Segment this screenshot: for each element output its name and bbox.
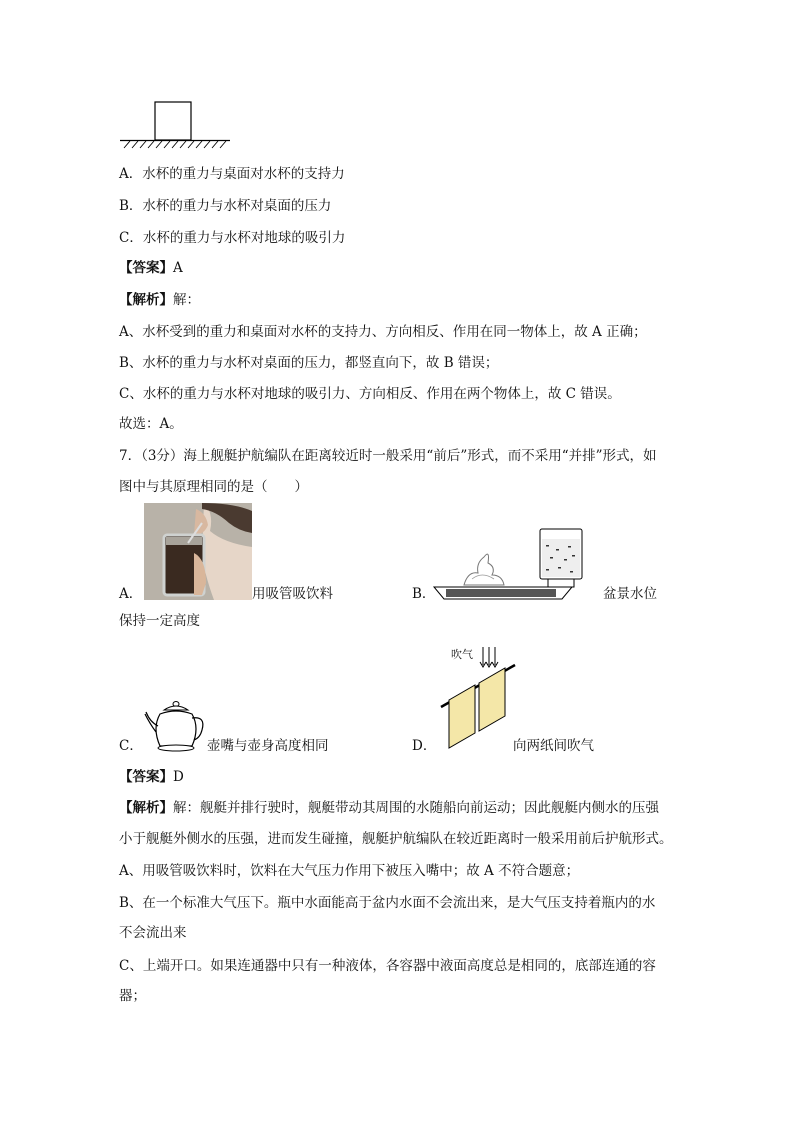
q7-analysis-line: 器； (119, 988, 146, 1004)
blow-label: 吹气 (451, 648, 473, 661)
q7-option-a-text: 用吸管吸饮料 (252, 586, 333, 602)
q7-option-c-text: 壶嘴与壶身高度相同 (207, 738, 329, 754)
q6-analysis-line: C、水杯的重力与水杯对地球的吸引力、方向相反、作用在两个物体上，故 C 错误。 (119, 386, 621, 402)
straw-drink-photo (144, 503, 252, 600)
q6-option-c: C．水杯的重力与水杯对地球的吸引力 (119, 230, 346, 246)
q6-answer (119, 258, 183, 278)
bonsai-bottle-figure (432, 527, 590, 605)
q7-stem-line1: 7．（3分）海上舰艇护航编队在距离较近时一般采用“前后”形式，而不采用“并排”形式，如 (119, 448, 657, 464)
q7-option-d-text: 向两纸间吹气 (513, 738, 594, 754)
q7-analysis-line: C、上端开口。如果连通器中只有一种液体，各容器中液面高度总是相同的，底部连通的容 (119, 958, 656, 974)
q7-analysis-line: A、用吸管吸饮料时，饮料在大气压力作用下被压入嘴中；故 A 不符合题意； (119, 863, 580, 879)
q7-analysis-line: 小于舰艇外侧水的压强，进而发生碰撞，舰艇护航编队在较近距离时一般采用前后护航形式。 (119, 831, 673, 847)
cup-on-table-figure (120, 100, 230, 150)
q6-analysis-line: B、水杯的重力与水杯对桌面的压力，都竖直向下，故 B 错误； (119, 355, 499, 371)
q7-option-b-letter: B． (412, 586, 436, 602)
q7-analysis-line: B、在一个标准大气压下。瓶中水面能高于盆内水面不会流出来，是大气压支持着瓶内的水 (119, 895, 656, 911)
q7-stem-line2: 图中与其原理相同的是（ ） (119, 479, 308, 495)
q6-option-b: B．水杯的重力与水杯对桌面的压力 (119, 198, 332, 214)
q7-analysis-line (119, 798, 659, 818)
answer-value: A (173, 260, 183, 276)
analysis-tag: 【解析】 (119, 800, 173, 816)
q7-option-c-letter: C． (119, 738, 143, 754)
q6-option-a: A．水杯的重力与桌面对水杯的支持力 (119, 166, 345, 182)
q7-option-b-text-cont: 保持一定高度 (119, 613, 200, 629)
two-papers-figure (435, 645, 520, 750)
q6-analysis-line: 故选：A。 (119, 416, 183, 432)
analysis-tag: 【解析】 (119, 292, 173, 308)
q7-answer (119, 767, 184, 787)
q7-analysis-line: 不会流出来 (119, 925, 187, 941)
analysis-text: 解：舰艇并排行驶时，舰艇带动其周围的水随船向前运动；因此舰艇内侧水的压强 (173, 800, 659, 816)
answer-value: D (173, 769, 184, 785)
answer-tag: 【答案】 (119, 260, 173, 276)
teapot-figure (144, 698, 210, 754)
answer-tag: 【答案】 (119, 769, 173, 785)
analysis-intro: 解： (173, 292, 200, 308)
q6-analysis-line: A、水杯受到的重力和桌面对水杯的支持力、方向相反、作用在同一物体上，故 A 正确； (119, 324, 647, 340)
q7-option-b-text: 盆景水位 (603, 586, 657, 602)
q7-option-a-letter: A． (119, 586, 143, 602)
q7-option-d-letter: D． (412, 738, 437, 754)
q6-analysis-heading (119, 290, 200, 310)
